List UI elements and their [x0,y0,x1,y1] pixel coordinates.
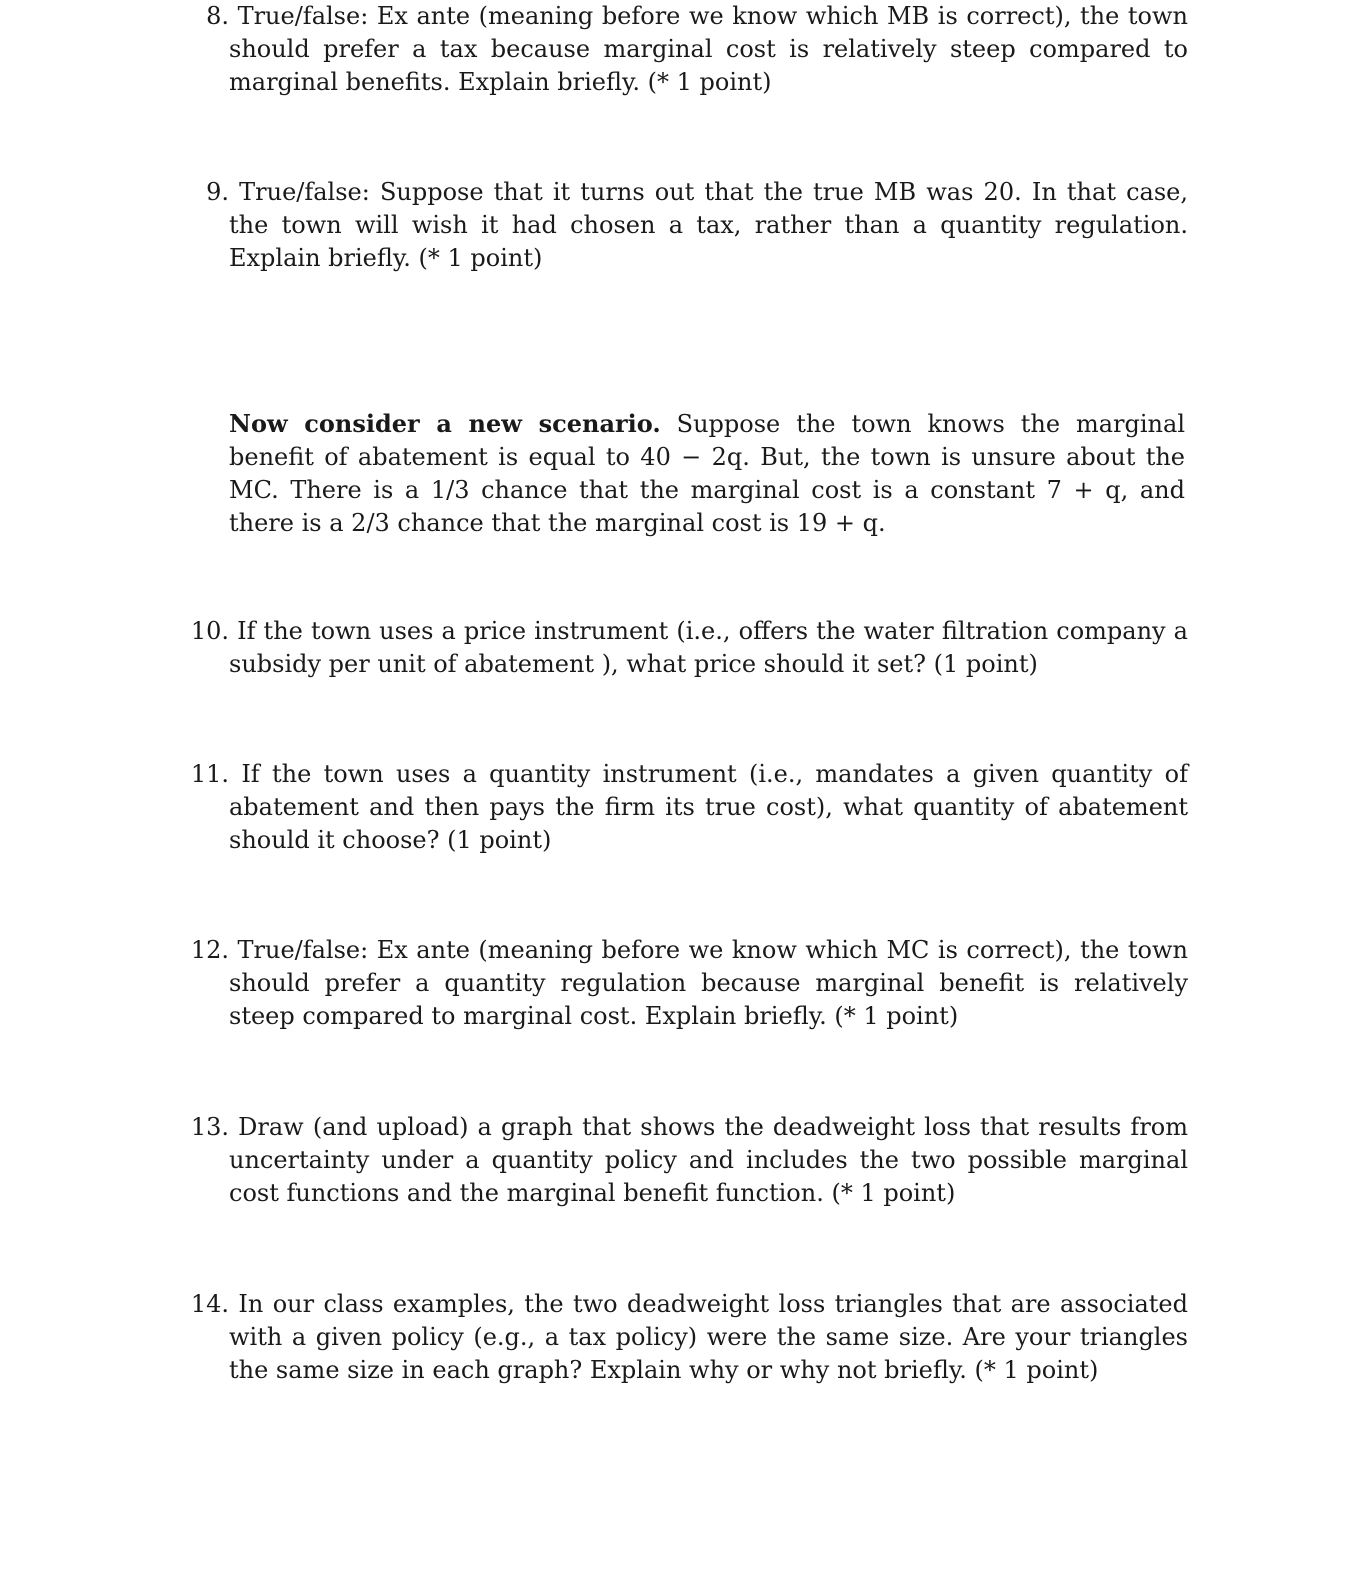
question-number: 11. [190,760,229,788]
question-number: 14. [190,1290,229,1318]
question-13 [181,1111,1188,1210]
question-text: True/false: Suppose that it turns out that the true MB was 20. In that case, the town will wish it had chosen a tax, rather than a quantity regulation. Explain briefly. (* 1 point) [229,178,1188,272]
question-number: 13. [190,1113,229,1141]
question-14 [181,1288,1188,1387]
question-number: 12. [190,936,229,964]
question-number: 10. [190,617,229,645]
question-text: If the town uses a quantity instrument (i.e., mandates a given quantity of abatement and then pays the firm its true cost), what quantity of abatement should it choose? (1 point) [229,760,1188,854]
question-text: True/false: Ex ante (meaning before we know which MC is correct), the town should prefer a quantity regulation because marginal benefit is relatively steep compared to marginal cost. Explain briefly. (* 1 point) [229,936,1188,1030]
question-10 [181,615,1188,681]
scenario-text: Suppose the town knows the marginal benefit of abatement is equal to 40 − 2q. But, the town is unsure about the MC. There is a 1/3 chance that the marginal cost is a constant 7 + q, and there is a 2/3 chance that the marginal cost is 19 + q. [229,410,1185,537]
question-text: In our class examples, the two deadweight loss triangles that are associated with a given policy (e.g., a tax policy) were the same size. Are your triangles the same size in each graph? Explain why or why not briefly. (* 1 point) [229,1290,1188,1384]
question-text: True/false: Ex ante (meaning before we know which MB is correct), the town should prefer a tax because marginal cost is relatively steep compared to marginal benefits. Explain briefly. (* 1 point) [229,2,1188,96]
scenario-lead: Now consider a new scenario. [229,409,661,438]
question-number: 9. [206,178,229,206]
question-number: 8. [206,2,229,30]
question-11 [181,758,1188,857]
question-9 [181,176,1188,275]
question-12 [181,934,1188,1033]
question-text: Draw (and upload) a graph that shows the deadweight loss that results from uncertainty under a quantity policy and includes the two possible marginal cost functions and the marginal benefit function. (* 1 point) [229,1113,1188,1207]
question-text: If the town uses a price instrument (i.e., offers the water filtration company a subsidy per unit of abatement ), what price should it set? (1 point) [229,617,1188,678]
question-8 [181,0,1188,99]
scenario-paragraph [229,407,1185,540]
